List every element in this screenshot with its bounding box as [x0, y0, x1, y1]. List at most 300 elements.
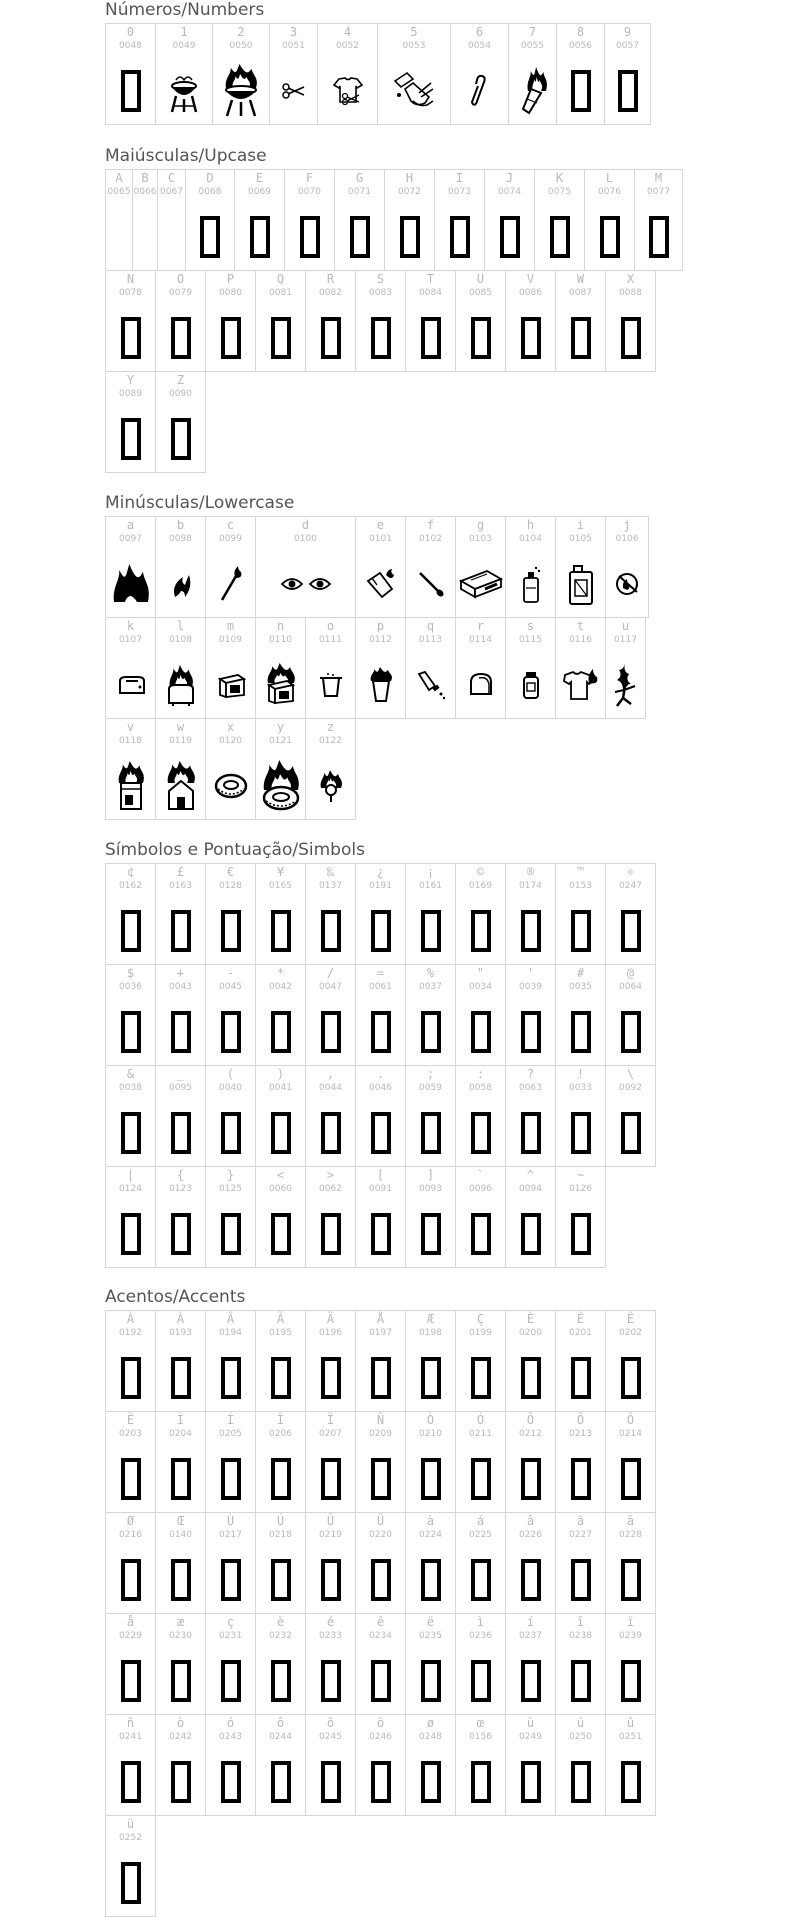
- glyph-character: ;: [426, 1067, 435, 1081]
- flaming-bulb-icon: [319, 768, 343, 804]
- glyph-cell: [405, 1310, 456, 1412]
- glyph-code: 0091: [369, 1184, 392, 1194]
- glyph-cell: [508, 23, 557, 125]
- missing-glyph-icon: [271, 910, 291, 952]
- glyph-cell: [255, 1166, 306, 1268]
- glyph-character: ù: [526, 1716, 535, 1730]
- glyph-cell: [455, 1714, 506, 1816]
- safety-pin-icon: [470, 74, 490, 108]
- glyph-preview: [306, 1205, 355, 1263]
- glyph-character: O: [176, 272, 185, 286]
- missing-glyph-icon: [171, 1213, 191, 1255]
- glyph-code: 0034: [469, 982, 492, 992]
- missing-glyph-icon: [571, 317, 591, 359]
- matchbox-icon: [457, 567, 505, 601]
- missing-glyph-icon: [221, 1458, 241, 1500]
- glyph-code: 0085: [469, 288, 492, 298]
- glyph-code: 0140: [169, 1530, 192, 1540]
- missing-glyph-icon: [271, 1357, 291, 1399]
- glyph-cell: [234, 169, 285, 271]
- glyph-character: ï: [626, 1615, 635, 1629]
- burning-house-icon: [166, 761, 196, 811]
- glyph-character: E: [255, 171, 264, 185]
- glyph-character: ©: [476, 865, 485, 879]
- glyph-code: 0062: [319, 1184, 342, 1194]
- glyph-cell: [205, 516, 256, 618]
- glyph-code: 0095: [169, 1083, 192, 1093]
- glyph-character: G: [355, 171, 364, 185]
- glyph-preview: [456, 902, 505, 960]
- missing-glyph-icon: [321, 1357, 341, 1399]
- glyph-preview: [356, 1205, 405, 1263]
- missing-glyph-icon: [571, 1357, 591, 1399]
- glyph-cell: [132, 169, 158, 271]
- glyph-character: f: [426, 518, 435, 532]
- toaster-icon: [116, 673, 146, 697]
- missing-glyph-icon: [271, 1213, 291, 1255]
- missing-glyph-icon: [271, 1011, 291, 1053]
- glyph-code: 0074: [498, 187, 521, 197]
- glyph-cell: [355, 1411, 406, 1513]
- glyph-cell: [305, 1714, 356, 1816]
- glyph-preview: [156, 902, 205, 960]
- missing-glyph-icon: [221, 1213, 241, 1255]
- glyph-cell: [155, 1714, 206, 1816]
- glyph-character: e: [376, 518, 385, 532]
- glyph-character: Ø: [126, 1514, 135, 1528]
- glyph-character: €: [226, 865, 235, 879]
- glyph-cell: [205, 863, 256, 965]
- glyph-code: 0053: [402, 41, 426, 51]
- glyph-cell: [255, 1310, 306, 1412]
- glyph-cell: [355, 1512, 406, 1614]
- missing-glyph-icon: [371, 1112, 391, 1154]
- missing-glyph-icon: [250, 216, 270, 258]
- glyph-cell: [605, 863, 656, 965]
- glyph-code: 0090: [169, 389, 192, 399]
- glyph-preview: [206, 1551, 255, 1609]
- missing-glyph-icon: [121, 317, 141, 359]
- glyph-code: 0225: [469, 1530, 492, 1540]
- glyph-character: ê: [376, 1615, 385, 1629]
- glyph-code: 0121: [269, 736, 292, 746]
- glyph-code: 0236: [469, 1631, 492, 1641]
- glyph-code: 0119: [169, 736, 192, 746]
- burning-figure-icon: [611, 662, 641, 708]
- section-symbols: [105, 840, 642, 1267]
- glyph-preview: [306, 309, 355, 367]
- glyph-preview: [406, 902, 455, 960]
- missing-glyph-icon: [221, 317, 241, 359]
- glyph-code: 0041: [269, 1083, 292, 1093]
- glyph-preview: [556, 656, 605, 714]
- glyph-character: Ë: [126, 1413, 135, 1427]
- glyph-character: ë: [426, 1615, 435, 1629]
- glyph-preview: [156, 1753, 205, 1811]
- glyph-character: k: [126, 619, 135, 633]
- glyph-character: x: [226, 720, 235, 734]
- glyph-character: !: [576, 1067, 585, 1081]
- glyph-cell: [405, 863, 456, 965]
- glyph-preview: [106, 656, 155, 714]
- glyph-code: 0216: [119, 1530, 142, 1540]
- burning-toaster-icon: [166, 663, 196, 707]
- glyph-cell: [405, 964, 456, 1066]
- glyph-preview: [506, 1652, 555, 1710]
- missing-glyph-icon: [371, 1458, 391, 1500]
- glyph-cell: [555, 1512, 606, 1614]
- glyph-preview: [356, 309, 405, 367]
- glyph-character: â: [526, 1514, 535, 1528]
- glyph-code: 0075: [548, 187, 571, 197]
- glyph-code: 0060: [269, 1184, 292, 1194]
- tire-icon: [214, 773, 248, 799]
- glyph-preview: [356, 1349, 405, 1407]
- glyph-preview: [256, 656, 305, 714]
- glyph-code: 0038: [119, 1083, 142, 1093]
- glyph-code: 0057: [616, 41, 639, 51]
- glyph-code: 0229: [119, 1631, 142, 1641]
- glyph-preview: [106, 1003, 155, 1061]
- glyph-cell: [605, 964, 656, 1066]
- glyph-code: 0219: [319, 1530, 342, 1540]
- glyph-cell: [605, 1512, 656, 1614]
- glyph-preview: [256, 1349, 305, 1407]
- glyph-code: 0114: [469, 635, 492, 645]
- glyph-character: y: [276, 720, 285, 734]
- glyph-cell: [305, 1166, 356, 1268]
- missing-glyph-icon: [471, 1559, 491, 1601]
- missing-glyph-icon: [571, 910, 591, 952]
- glyph-cell: [405, 1411, 456, 1513]
- missing-glyph-icon: [421, 910, 441, 952]
- missing-glyph-icon: [649, 216, 669, 258]
- glyph-character: û: [626, 1716, 635, 1730]
- glyph-character: t: [576, 619, 585, 633]
- glyph-code: 0113: [419, 635, 442, 645]
- glyph-cell: [534, 169, 585, 271]
- spray-can-icon: [520, 564, 542, 604]
- glyph-preview: [406, 656, 455, 714]
- glyph-character: i: [576, 518, 585, 532]
- glyph-cell: [155, 23, 213, 125]
- glyph-grid: [105, 169, 670, 472]
- glyph-preview: [406, 1450, 455, 1508]
- glyph-preview: [206, 555, 255, 613]
- glyph-code: 0169: [469, 881, 492, 891]
- glyph-preview: [435, 208, 484, 266]
- glyph-preview: [606, 1450, 655, 1508]
- glyph-preview: [385, 208, 434, 266]
- glyph-preview: [206, 1205, 255, 1263]
- missing-glyph-icon: [321, 1213, 341, 1255]
- glyph-cell: [355, 1065, 406, 1167]
- missing-glyph-icon: [371, 1559, 391, 1601]
- glyph-character: Ö: [626, 1413, 635, 1427]
- section-upcase: [105, 146, 670, 472]
- glyph-preview: [485, 208, 534, 266]
- glyph-code: 0073: [448, 187, 471, 197]
- glyph-preview: [106, 309, 155, 367]
- glyph-preview: [256, 1450, 305, 1508]
- glyph-character: W: [576, 272, 585, 286]
- glyph-code: 0097: [119, 534, 142, 544]
- glyph-cell: [455, 270, 506, 372]
- missing-glyph-icon: [371, 1357, 391, 1399]
- glyph-character: å: [126, 1615, 135, 1629]
- glyph-character: A: [115, 171, 123, 185]
- missing-glyph-icon: [621, 1011, 641, 1053]
- missing-glyph-icon: [621, 1112, 641, 1154]
- glyph-preview: [206, 1003, 255, 1061]
- missing-glyph-icon: [521, 1213, 541, 1255]
- glyph-preview: [306, 1450, 355, 1508]
- glyph-code: 0126: [569, 1184, 592, 1194]
- glyph-code: 0094: [519, 1184, 542, 1194]
- glyph-character: à: [426, 1514, 435, 1528]
- glyph-cell: [455, 1166, 506, 1268]
- glyph-character: s: [526, 619, 535, 633]
- glyph-cell: [555, 270, 606, 372]
- glyph-cell: [555, 1613, 606, 1715]
- glyph-code: 0247: [619, 881, 642, 891]
- glyph-preview: [213, 62, 269, 120]
- missing-glyph-icon: [121, 1213, 141, 1255]
- glyph-character: :: [476, 1067, 485, 1081]
- missing-glyph-icon: [421, 317, 441, 359]
- missing-glyph-icon: [421, 1660, 441, 1702]
- flaming-object-icon: [517, 67, 549, 115]
- empty-glyph: [158, 208, 185, 266]
- glyph-cell: [105, 718, 156, 820]
- glyph-code: 0072: [398, 187, 421, 197]
- glyph-preview: [156, 410, 205, 468]
- glyph-cell: [305, 863, 356, 965]
- glyph-preview: [256, 309, 305, 367]
- glyph-preview: [206, 1753, 255, 1811]
- glyph-character: ': [526, 966, 535, 980]
- glyph-character: Ê: [626, 1312, 635, 1326]
- no-fire-icon: [613, 570, 641, 598]
- glyph-character: Ü: [376, 1514, 385, 1528]
- missing-glyph-icon: [321, 1559, 341, 1601]
- glyph-cell: [105, 169, 133, 271]
- glyph-preview: [556, 902, 605, 960]
- glyph-code: 0102: [419, 534, 442, 544]
- glyph-cell: [255, 863, 306, 965]
- grill-icon: [167, 66, 201, 116]
- glyph-code: 0054: [468, 41, 491, 51]
- missing-glyph-icon: [450, 216, 470, 258]
- glyph-cell: [450, 23, 509, 125]
- glyph-code: 0232: [269, 1631, 292, 1641]
- glyph-character: ¥: [276, 865, 285, 879]
- glyph-preview: [306, 1753, 355, 1811]
- glyph-preview: [156, 1003, 205, 1061]
- glyph-code: 0099: [219, 534, 242, 544]
- glyph-character: ^: [526, 1168, 535, 1182]
- glyph-character: o: [326, 619, 335, 633]
- glyph-code: 0056: [569, 41, 592, 51]
- glyph-preview: [156, 757, 205, 815]
- glyph-code: 0163: [169, 881, 192, 891]
- glyph-preview: [256, 1104, 305, 1162]
- missing-glyph-icon: [121, 910, 141, 952]
- glyph-preview: [106, 757, 155, 815]
- glyph-preview: [556, 1205, 605, 1263]
- glyph-cell: [355, 1310, 406, 1412]
- glyph-cell: [605, 1411, 656, 1513]
- glyph-cell: [505, 1310, 556, 1412]
- glyph-cell: [205, 1411, 256, 1513]
- glyph-preview: [156, 62, 212, 120]
- glyph-preview: [106, 1104, 155, 1162]
- shirt-scissors-icon: [331, 76, 365, 106]
- glyph-cell: [155, 270, 206, 372]
- glyph-cell: [205, 1613, 256, 1715]
- glyph-cell: [505, 1512, 556, 1614]
- glyph-cell: [205, 1310, 256, 1412]
- glyph-preview: [506, 1551, 555, 1609]
- glyph-preview: [156, 1450, 205, 1508]
- glyph-code: 0048: [119, 41, 142, 51]
- glyph-cell: [255, 718, 306, 820]
- glyph-character: c: [226, 518, 235, 532]
- missing-glyph-icon: [221, 1011, 241, 1053]
- glyph-preview: [356, 555, 405, 613]
- missing-glyph-icon: [171, 1357, 191, 1399]
- glyph-preview: [606, 1104, 655, 1162]
- burning-shirt-icon: [561, 667, 601, 703]
- glyph-cell: [105, 1815, 156, 1917]
- glyph-character: 8: [576, 25, 585, 39]
- glyph-code: 0237: [519, 1631, 542, 1641]
- empty-glyph: [106, 208, 132, 266]
- glyph-character: 9: [623, 25, 632, 39]
- missing-glyph-icon: [571, 70, 591, 112]
- glyph-cell: [205, 270, 256, 372]
- glyph-character: }: [226, 1168, 235, 1182]
- glyph-character: 0: [126, 25, 135, 39]
- glyph-cell: [605, 1310, 656, 1412]
- glyph-cell: [555, 1166, 606, 1268]
- glyph-cell: [505, 1411, 556, 1513]
- missing-glyph-icon: [171, 317, 191, 359]
- glyph-preview: [406, 555, 455, 613]
- glyph-character: ÷: [626, 865, 635, 879]
- glyph-preview: [606, 1652, 655, 1710]
- glyph-preview: [106, 902, 155, 960]
- glyph-cell: [185, 169, 235, 271]
- glyph-preview: [206, 656, 255, 714]
- glyph-preview: [506, 902, 555, 960]
- glyph-code: 0088: [619, 288, 642, 298]
- glyph-preview: [156, 1205, 205, 1263]
- glyph-cell: [255, 1512, 306, 1614]
- glyph-code: 0067: [160, 187, 183, 197]
- missing-glyph-icon: [621, 317, 641, 359]
- fire-icon: [113, 564, 149, 604]
- glyph-code: 0112: [369, 635, 392, 645]
- glyph-character: U: [476, 272, 485, 286]
- pouring-bottle-icon: [415, 670, 447, 700]
- glyph-character: $: [126, 966, 135, 980]
- glyph-code: 0241: [119, 1732, 142, 1742]
- glyph-character: Û: [326, 1514, 335, 1528]
- glyph-character: N: [126, 272, 135, 286]
- glyph-character: É: [576, 1312, 585, 1326]
- glyph-cell: [105, 23, 156, 125]
- glyph-code: 0115: [519, 635, 542, 645]
- glyph-cell: [555, 1065, 606, 1167]
- glyph-character: ö: [376, 1716, 385, 1730]
- glyph-cell: [105, 270, 156, 372]
- glyph-code: 0217: [219, 1530, 242, 1540]
- glyph-grid: [105, 1310, 642, 1916]
- glyph-preview: [456, 1753, 505, 1811]
- glyph-cell: [505, 1613, 556, 1715]
- glyph-character: L: [605, 171, 614, 185]
- missing-glyph-icon: [171, 1011, 191, 1053]
- glyph-cell: [555, 1411, 606, 1513]
- glyph-cell: [255, 1613, 306, 1715]
- glyph-cell: [405, 1166, 456, 1268]
- glyph-code: 0252: [119, 1833, 142, 1843]
- glyph-preview: [406, 1104, 455, 1162]
- glyph-character: b: [176, 518, 185, 532]
- glyph-cell: [105, 1714, 156, 1816]
- glyph-preview: [356, 656, 405, 714]
- glyph-preview: [285, 208, 334, 266]
- glyph-cell: [355, 617, 406, 719]
- glyph-preview: [206, 1349, 255, 1407]
- glyph-preview: [306, 656, 355, 714]
- glyph-code: 0194: [219, 1328, 242, 1338]
- glyph-preview: [306, 1104, 355, 1162]
- glyph-character: B: [141, 171, 149, 185]
- glyph-cell: [355, 516, 406, 618]
- glyph-preview: [306, 1003, 355, 1061]
- glyph-cell: [334, 169, 385, 271]
- glyph-character: é: [326, 1615, 335, 1629]
- missing-glyph-icon: [221, 1357, 241, 1399]
- missing-glyph-icon: [521, 1357, 541, 1399]
- missing-glyph-icon: [321, 317, 341, 359]
- glyph-cell: [505, 516, 556, 618]
- glyph-preview: [306, 1551, 355, 1609]
- glyph-character: Î: [276, 1413, 285, 1427]
- glyph-preview: [509, 62, 556, 120]
- glyph-code: 0156: [469, 1732, 492, 1742]
- glyph-preview: [556, 555, 605, 613]
- glyph-preview: [306, 757, 355, 815]
- glyph-character: ì: [476, 1615, 485, 1629]
- glyph-code: 0224: [419, 1530, 442, 1540]
- glyph-character: £: [176, 865, 185, 879]
- glyph-code: 0227: [569, 1530, 592, 1540]
- glyph-code: 0042: [269, 982, 292, 992]
- glyph-preview: [106, 1551, 155, 1609]
- glyph-cell: [105, 1512, 156, 1614]
- glyph-preview: [106, 1854, 155, 1912]
- missing-glyph-icon: [421, 1357, 441, 1399]
- glyph-cell: [305, 718, 356, 820]
- section-numbers: [105, 0, 639, 124]
- glyph-preview: [306, 1349, 355, 1407]
- glyph-cell: [555, 964, 606, 1066]
- glyph-cell: [505, 1166, 556, 1268]
- glyph-cell: [155, 516, 206, 618]
